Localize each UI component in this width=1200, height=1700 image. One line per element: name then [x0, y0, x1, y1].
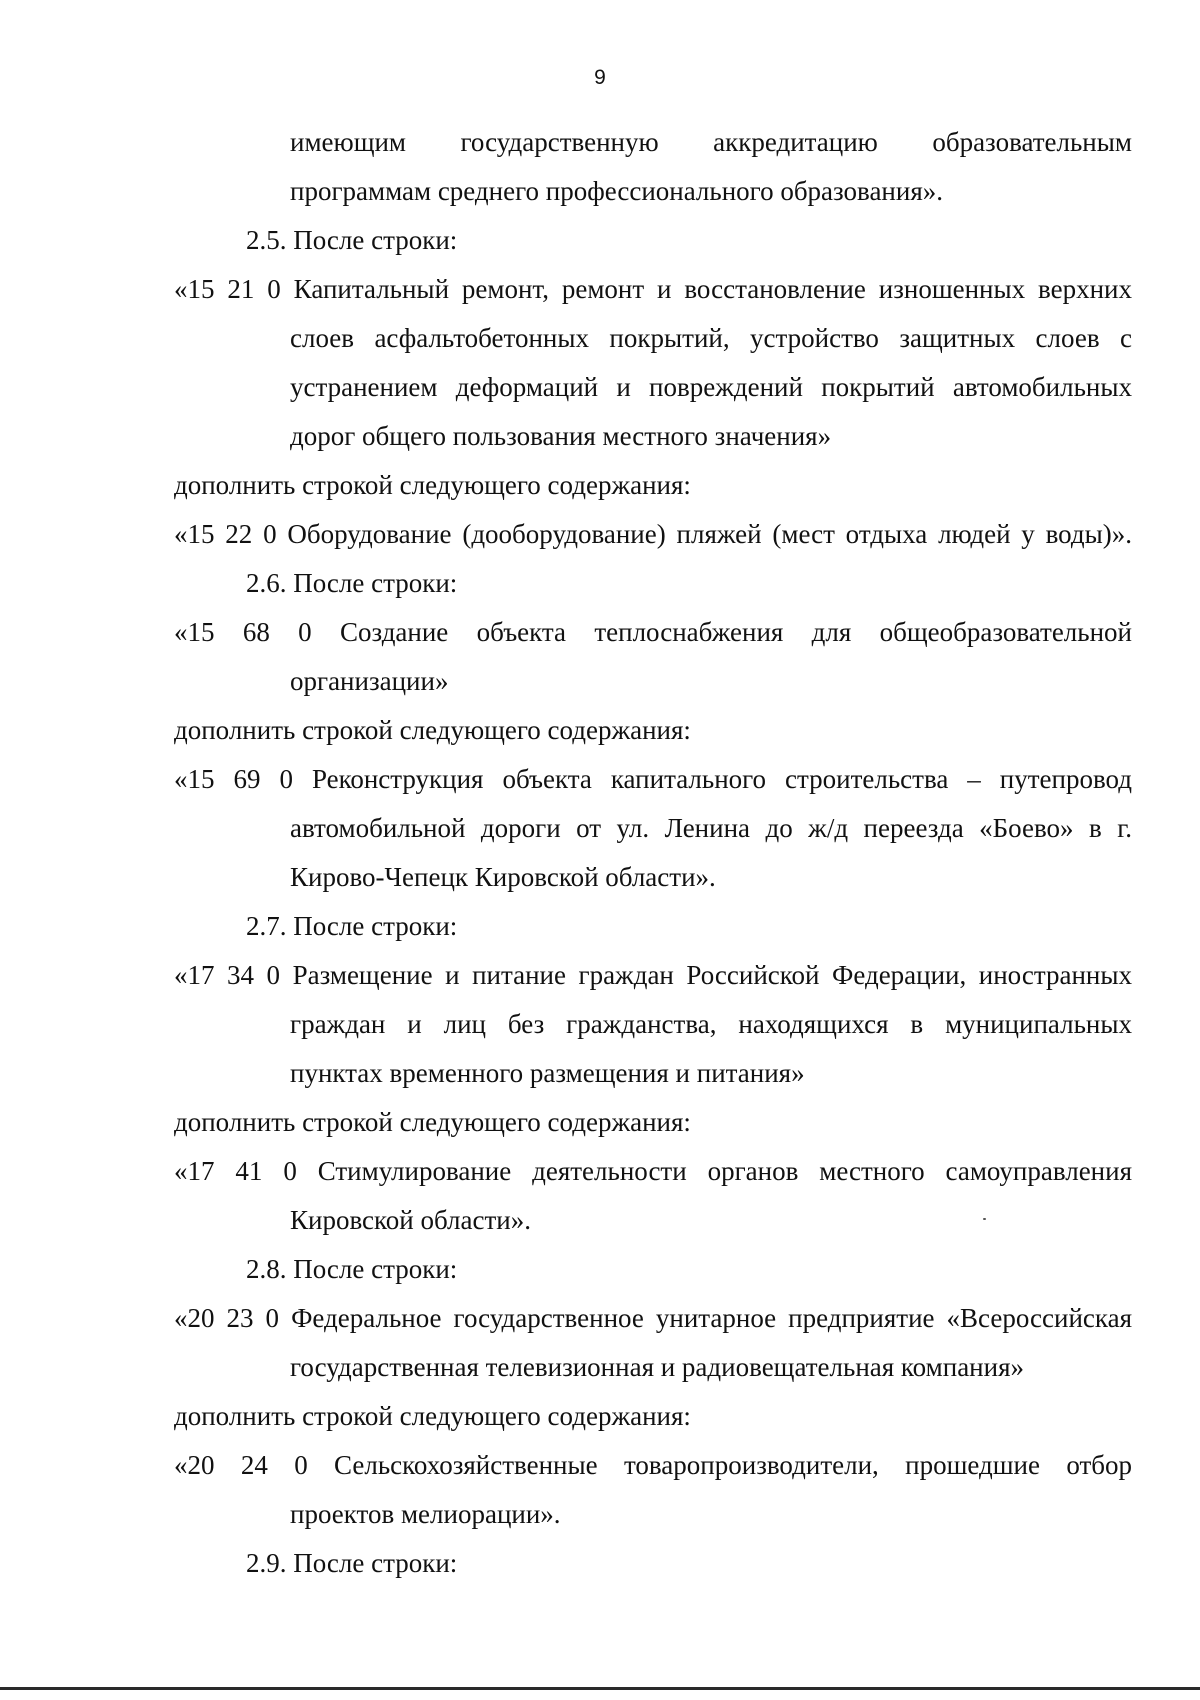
text-line: дополнить строкой следующего содержания: [174, 1107, 691, 1137]
text-line: дополнить строкой следующего содержания: [174, 715, 691, 745]
item-heading: 2.6. После строки: [246, 568, 458, 598]
text-line: имеющим государственную аккредитацию образовательным [290, 127, 1132, 157]
text-line: программам среднего профессионального образования». [290, 176, 943, 206]
text-line: слоев асфальтобетонных покрытий, устройство защитных слоев с [290, 323, 1132, 353]
scan-bottom-edge [0, 1687, 1200, 1690]
text-line: Кирово-Чепецк Кировской области». [290, 862, 716, 892]
text-line: автомобильной дороги от ул. Ленина до ж/д переезда «Боево» в г. [290, 813, 1132, 843]
page-number: 9 [594, 66, 606, 89]
text-line: устранением деформаций и повреждений покрытий автомобильных [290, 372, 1132, 402]
text-line: государственная телевизионная и радиовещательная компания» [290, 1352, 1024, 1382]
text-line: проектов мелиорации». [290, 1499, 561, 1529]
text-line: дополнить строкой следующего содержания: [174, 470, 691, 500]
text-line: граждан и лиц без гражданства, находящихся в муниципальных [290, 1009, 1132, 1039]
text-line: «17 41 0 Стимулирование деятельности органов местного самоуправления [174, 1156, 1132, 1186]
text-line: дорог общего пользования местного значения» [290, 421, 832, 451]
item-heading: 2.5. После строки: [246, 225, 458, 255]
text-line: Кировской области». [290, 1205, 531, 1235]
document-body [174, 118, 1132, 1588]
text-line: «15 69 0 Реконструкция объекта капитального строительства – путепровод [174, 764, 1132, 794]
item-heading: 2.9. После строки: [246, 1548, 458, 1578]
scan-speck [983, 1218, 986, 1220]
text-line: «15 22 0 Оборудование (дооборудование) пляжей (мест отдыха людей у воды)». [174, 519, 1132, 549]
text-line: пунктах временного размещения и питания» [290, 1058, 805, 1088]
text-line: «15 68 0 Создание объекта теплоснабжения для общеобразовательной [174, 617, 1132, 647]
item-heading: 2.7. После строки: [246, 911, 458, 941]
text-line: организации» [290, 666, 449, 696]
text-line: «20 24 0 Сельскохозяйственные товаропроизводители, прошедшие отбор [174, 1450, 1132, 1480]
text-line: «20 23 0 Федеральное государственное унитарное предприятие «Всероссийская [174, 1303, 1132, 1333]
text-line: дополнить строкой следующего содержания: [174, 1401, 691, 1431]
text-line: «17 34 0 Размещение и питание граждан Российской Федерации, иностранных [174, 960, 1132, 990]
item-heading: 2.8. После строки: [246, 1254, 458, 1284]
text-line: «15 21 0 Капитальный ремонт, ремонт и восстановление изношенных верхних [174, 274, 1132, 304]
